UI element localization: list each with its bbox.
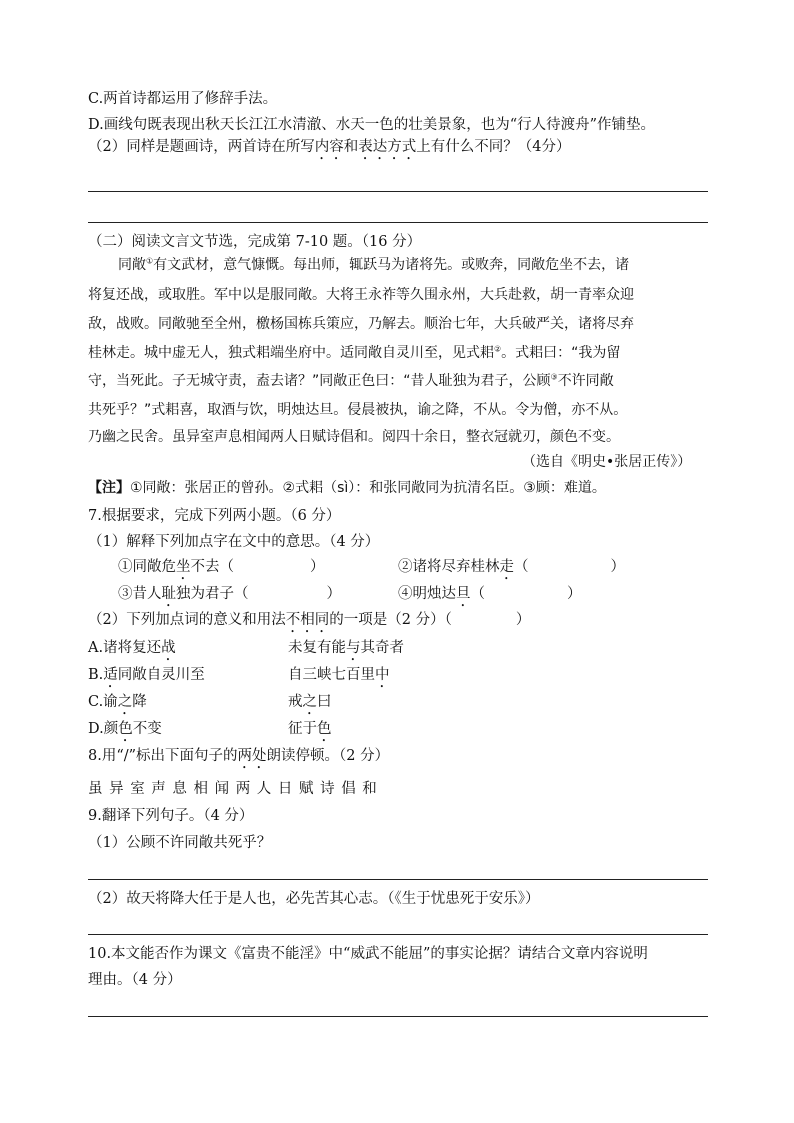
choice-a-left: A.诸将复还战 bbox=[88, 640, 176, 656]
q9-sentence-2: （2）故天将降大任于是人也，必先苦其心志。（《生于忧患死于安乐》） bbox=[88, 891, 540, 907]
passage-line: 同敞①有文武材，意气慷慨。每出师，辄跃马为诸将先。或败奔，同敞危坐不去，诸 bbox=[118, 256, 630, 273]
q7-sub1: （1）解释下列加点字在文中的意思。（4 分） bbox=[88, 534, 380, 550]
q7-item-1: ①同敞危坐不去（ ） bbox=[118, 559, 325, 575]
annotation-note: 【注】①同敞：张居正的曾孙。②式耜（sì）：和张同敞同为抗清名臣。③顾：难道。 bbox=[88, 480, 606, 496]
passage-line: 守，当死此。子无城守责，盍去诸？”同敞正色曰：“昔人耻独为君子，公顾③不许同敞 bbox=[88, 372, 614, 389]
q10-line-1: 10.本文能否作为课文《富贵不能淫》中“威武不能屈”的事实论据？请结合文章内容说明 bbox=[88, 946, 648, 962]
answer-line[interactable] bbox=[88, 222, 708, 223]
choice-b-right: 自三峡七百里中 bbox=[288, 667, 390, 683]
q10-line-2: 理由。（4 分） bbox=[88, 972, 182, 988]
passage-line: 共死乎？”式耜喜，取酒与饮，明烛达旦。侵晨被执，谕之降，不从。令为僧，亦不从。 bbox=[88, 402, 628, 418]
q8-title: 8.用“/”标出下面句子的两处朗读停顿。（2 分） bbox=[88, 748, 390, 764]
q9-sentence-1: （1）公顾不许同敞共死乎？ bbox=[88, 835, 272, 851]
choice-d-left: D.颜色不变 bbox=[88, 721, 162, 737]
choice-d-right: 征于色 bbox=[288, 721, 332, 737]
q6-subquestion-2: （2）同样是题画诗，两首诗在所写内容和表达方式上有什么不同？（4分） bbox=[88, 139, 571, 155]
q9-title: 9.翻译下列句子。（4 分） bbox=[88, 808, 254, 824]
q7-item-2: ②诸将尽弃桂林走（ ） bbox=[398, 559, 625, 575]
passage-line: 桂林走。城中虚无人，独式耜端坐府中。适同敞自灵川至，见式耜②。式耜曰：“我为留 bbox=[88, 344, 621, 361]
passage-source: （选自《明史•张居正传》） bbox=[522, 454, 692, 470]
passage-line: 敌，战败。同敞驰至全州，檄杨国栋兵策应，乃解去。顺治七年，大兵破严关，诸将尽弃 bbox=[88, 316, 634, 332]
answer-line[interactable] bbox=[88, 879, 708, 880]
passage-line: 将复还战，或取胜。军中以是服同敞。大将王永祚等久围永州，大兵赴救，胡一青率众迎 bbox=[88, 287, 634, 303]
option-d: D.画线句既表现出秋天长江江水清澈、水天一色的壮美景象，也为“行人待渡舟”作铺垫。 bbox=[88, 117, 656, 133]
q7-item-4: ④明烛达旦（ ） bbox=[398, 586, 582, 602]
section-heading: （二）阅读文言文节选，完成第 7-10 题。（16 分） bbox=[88, 234, 422, 250]
footnote-marker: ① bbox=[146, 256, 154, 266]
q7-item-3: ③昔人耻独为君子（ ） bbox=[118, 586, 341, 602]
passage-line: 乃幽之民舍。虽异室声息相闻两人日赋诗倡和。阅四十余日，整衣冠就刃，颜色不变。 bbox=[88, 429, 620, 445]
q8-sentence[interactable]: 虽异室声息相闻两人日赋诗倡和 bbox=[88, 781, 384, 797]
choice-c-left: C.谕之降 bbox=[88, 694, 147, 710]
q7-title: 7.根据要求，完成下列两小题。（6 分） bbox=[88, 508, 341, 524]
choice-c-right: 戒之曰 bbox=[288, 694, 332, 710]
option-c: C.两首诗都运用了修辞手法。 bbox=[88, 91, 278, 107]
choice-a-right: 未复有能与其奇者 bbox=[288, 640, 404, 656]
q7-sub2: （2）下列加点词的意义和用法不相同的一项是（2 分）（ ） bbox=[88, 612, 531, 628]
choice-b-left: B.适同敞自灵川至 bbox=[88, 667, 205, 683]
footnote-marker: ③ bbox=[550, 372, 558, 382]
answer-line[interactable] bbox=[88, 1016, 708, 1017]
answer-line[interactable] bbox=[88, 934, 708, 935]
footnote-marker: ② bbox=[494, 344, 502, 354]
answer-line[interactable] bbox=[88, 191, 708, 192]
